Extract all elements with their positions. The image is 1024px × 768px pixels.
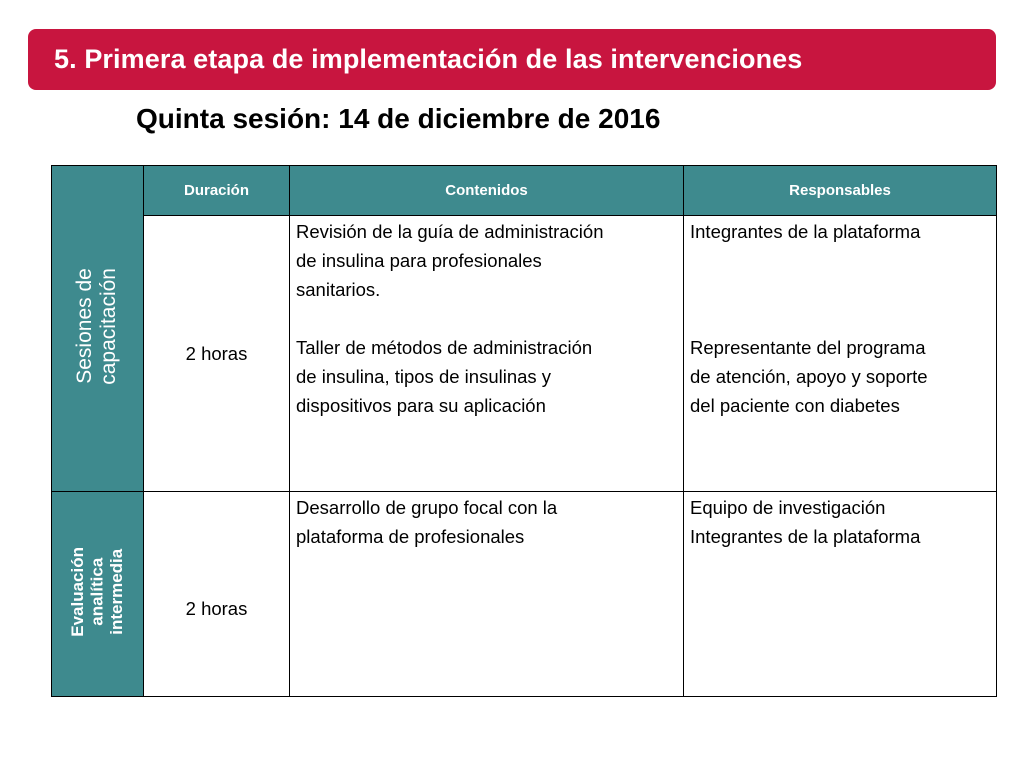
contents-item: Taller de métodos de administración de insulina, tipos de insulinas y dispositivos para su aplicación (296, 337, 593, 416)
contents-cell (290, 492, 684, 697)
table-row (52, 492, 997, 697)
column-header-responsables: Responsables (684, 166, 997, 216)
contents-cell (290, 216, 684, 492)
schedule-table (51, 165, 997, 697)
column-header-contenidos: Contenidos (290, 166, 684, 216)
session-subtitle: Quinta sesión: 14 de diciembre de 2016 (136, 103, 661, 134)
title-banner (28, 29, 996, 90)
section-label-sesiones: Sesiones de capacitación (73, 267, 121, 385)
responsables-cell (684, 492, 997, 697)
table-header-row (52, 166, 997, 216)
contents-item: Revisión de la guía de administración de insulina para profesionales sanitarios. (296, 221, 604, 300)
duration-cell: 2 horas (144, 216, 290, 492)
page-title: 5. Primera etapa de implementación de las intervenciones (54, 44, 803, 74)
column-header-duracion: Duración (144, 166, 290, 216)
section-cell-evaluacion (52, 492, 144, 697)
section-cell-sesiones (52, 166, 144, 492)
responsables-item: Integrantes de la plataforma (690, 221, 921, 242)
responsables-cell (684, 216, 997, 492)
table-row (52, 216, 997, 492)
responsables-item: Representante del programa de atención, apoyo y soporte del paciente con diabetes (690, 337, 928, 416)
section-label-evaluacion: Evaluación analítica intermedia (68, 546, 127, 637)
contents-item: Desarrollo de grupo focal con la plataforma de profesionales (296, 497, 558, 547)
responsables-item: Equipo de investigación Integrantes de la plataforma (690, 497, 921, 547)
duration-cell: 2 horas (144, 492, 290, 697)
